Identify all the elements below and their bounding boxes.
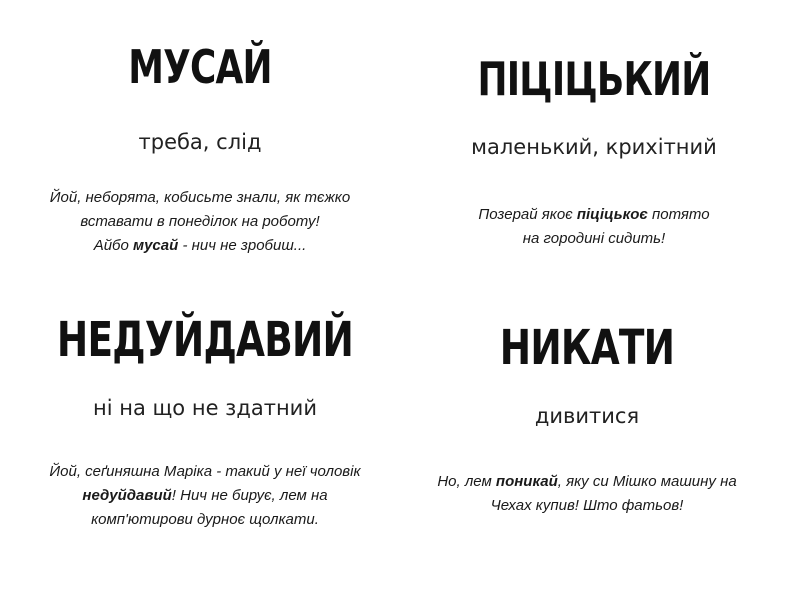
example-line: недуйдавий! Нич не бирує, лем на [82, 487, 328, 504]
highlighted-word: недуйдавий [82, 487, 172, 504]
example-line: Айбо мусай - нич не зробиш... [93, 237, 307, 254]
example-line: Чехах купив! Што фатьов! [490, 497, 684, 514]
usage-example [0, 460, 410, 532]
highlighted-word: піціцькоє [576, 206, 648, 223]
word-meaning: треба, слід [138, 130, 262, 154]
usage-example [390, 470, 784, 518]
word-title: МУСАЙ [128, 40, 272, 94]
word-title: НИКАТИ [499, 320, 675, 376]
word-card-musai [0, 0, 400, 300]
highlighted-word: мусай [132, 237, 179, 254]
usage-example [394, 203, 794, 251]
example-line: комп'ютирови дурноє щолкати. [91, 511, 319, 528]
highlighted-word: поникай [495, 473, 558, 490]
word-card-neduidavyi [0, 300, 410, 602]
usage-example [0, 186, 400, 258]
word-card-pitsitskyi [394, 0, 794, 300]
word-meaning: маленький, крихітний [471, 135, 717, 159]
example-line: Позерай якоє піціцькоє потято [478, 206, 710, 223]
word-title: ПІЦІЦЬКИЙ [477, 52, 711, 106]
example-line: Йой, сеґиняшна Маріка - такий у неї чоловік [49, 463, 361, 480]
word-title: НЕДУЙДАВИЙ [56, 312, 354, 368]
example-line: Но, лем поникай, яку си Мішко машину на [437, 473, 737, 490]
word-card-nykaty [390, 300, 784, 602]
example-line: Йой, неборята, кобисьте знали, як тєжко [49, 189, 351, 206]
example-line: на городині сидить! [522, 230, 666, 247]
word-meaning: дивитися [534, 404, 640, 428]
example-line: вставати в понеділок на роботу! [80, 213, 320, 230]
word-meaning: ні на що не здатний [93, 396, 317, 420]
